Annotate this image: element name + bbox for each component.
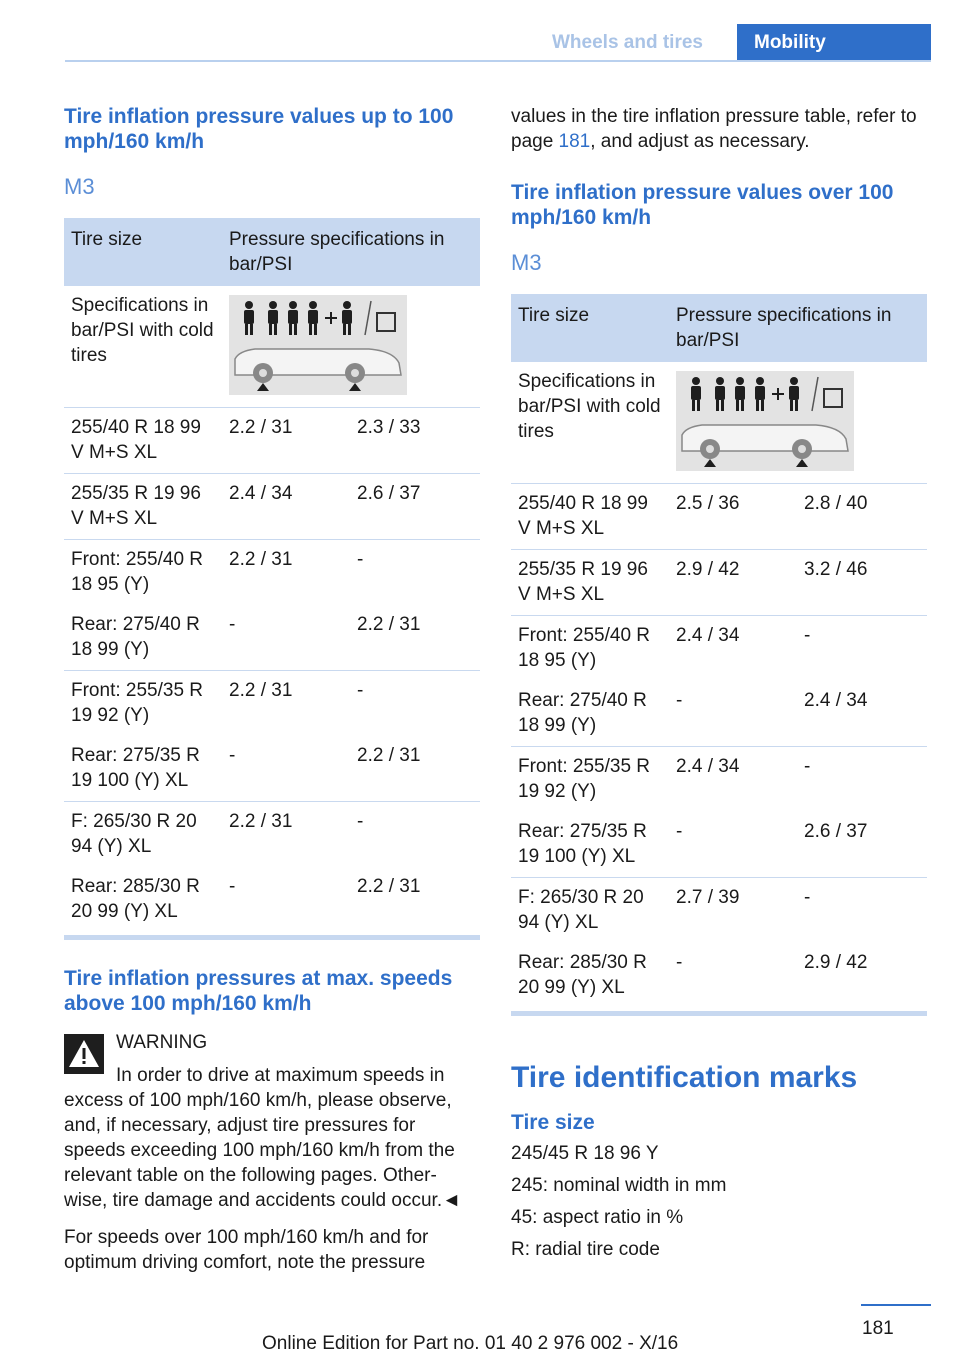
load-pictogram xyxy=(676,371,854,471)
tire-code-line: 45: aspect ratio in % xyxy=(511,1207,684,1228)
spec-label: Specifications in bar/PSI with cold tires xyxy=(518,371,661,442)
pressure-cell: 2.3 / 33 xyxy=(350,408,480,474)
header-pressure-spec: Pressure specifications in bar/PSI xyxy=(222,218,480,286)
pressure-cell: 2.9 / 42 xyxy=(669,550,797,616)
table-row xyxy=(64,408,480,474)
load-pictogram-cell xyxy=(222,286,480,408)
spec-label: Specifications in bar/PSI with cold tires xyxy=(71,295,214,366)
subheading-tire-size: Tire size xyxy=(511,1111,595,1134)
pressure-cell: - xyxy=(676,821,683,842)
model-label: M3 xyxy=(511,250,542,275)
tire-size-cell: F: 265/30 R 20 94 (Y) XL xyxy=(511,878,669,944)
pressure-cell: 2.2 / 31 xyxy=(222,408,350,474)
pressure-cell: 2.2 / 31 xyxy=(357,614,421,635)
tire-size-cell: 255/40 R 18 99 V M+S XL xyxy=(64,408,222,474)
pressure-cell: 2.4 / 34 xyxy=(804,690,868,711)
table-row xyxy=(511,747,927,813)
table-row xyxy=(64,802,480,868)
table-row xyxy=(511,484,927,550)
model-label: M3 xyxy=(64,174,95,199)
header-rule xyxy=(65,60,931,62)
tire-size-cell: Front: 255/35 R 19 92 (Y) xyxy=(64,671,222,737)
warning-icon xyxy=(64,1034,104,1074)
header-tire-size: Tire size xyxy=(64,218,222,286)
pressure-cell: 3.2 / 46 xyxy=(797,550,927,616)
tire-size-cell: F: 265/30 R 20 94 (Y) XL xyxy=(64,802,222,868)
pressure-cell: 2.2 / 31 xyxy=(222,671,350,737)
section-tab-wheels-and-tires[interactable]: Wheels and tires xyxy=(552,32,703,53)
tire-size-cell: 255/35 R 19 96 V M+S XL xyxy=(64,474,222,540)
tire-size-example: 245/45 R 18 96 Y xyxy=(511,1143,659,1164)
pressure-table-up-to-100 xyxy=(64,218,480,940)
pressure-cell: - xyxy=(350,802,480,868)
table-header-row xyxy=(511,294,927,362)
warning-text-line1: In order to drive at maximum speeds in xyxy=(116,1065,445,1086)
table-row xyxy=(64,605,480,671)
pressure-cell: - xyxy=(676,690,683,711)
pressure-cell: - xyxy=(229,614,236,635)
tire-size-cell: Rear: 285/30 R 20 99 (Y) XL xyxy=(64,867,222,938)
pressure-cell: 2.5 / 36 xyxy=(669,484,797,550)
spec-row xyxy=(511,362,927,484)
table-row xyxy=(64,736,480,802)
passenger-load-icon xyxy=(676,371,854,471)
pressure-cell: - xyxy=(350,540,480,606)
table-row xyxy=(511,812,927,878)
spec-row xyxy=(64,286,480,408)
section-tab-mobility[interactable]: Mobility xyxy=(737,24,931,62)
pressure-table-over-100 xyxy=(511,294,927,1016)
pressure-cell: 2.9 / 42 xyxy=(797,943,927,1014)
tire-size-cell: Rear: 275/35 R 19 100 (Y) XL xyxy=(71,745,200,791)
pressure-cell: - xyxy=(669,943,797,1014)
pressure-cell: 2.2 / 31 xyxy=(357,745,421,766)
page-header xyxy=(65,24,931,62)
table-row xyxy=(511,616,927,682)
header-tire-size: Tire size xyxy=(511,294,669,362)
tire-size-cell: Rear: 275/35 R 19 100 (Y) XL xyxy=(518,821,647,867)
table-header-row xyxy=(64,218,480,286)
table-row xyxy=(511,878,927,944)
header-pressure-spec: Pressure specifications in bar/PSI xyxy=(669,294,927,362)
table-row xyxy=(64,867,480,938)
tire-size-cell: 255/40 R 18 99 V M+S XL xyxy=(511,484,669,550)
footer-rule xyxy=(861,1304,931,1306)
heading-pressure-max-speed: Tire inflation pressures at max. speeds above 100 mph/160 km/h xyxy=(64,967,453,1015)
pressure-cell: - xyxy=(350,671,480,737)
pressure-cell: 2.4 / 34 xyxy=(669,616,797,682)
section-title-tire-identification: Tire identification marks xyxy=(511,1061,858,1094)
paragraph-text: values in the tire inflation pressure table, refer to page xyxy=(511,106,917,152)
warning-text: excess of 100 mph/160 km/h, please observe, and, if necessary, adjust tire pressures for speeds exceeding 100 mph/160 km/h from the relevant table on the following pages. Other-wise, tire damage and accidents could occur.◄ xyxy=(64,1090,461,1211)
pressure-cell: - xyxy=(797,878,927,944)
pressure-cell: - xyxy=(797,747,927,813)
tire-size-cell: Rear: 275/40 R 18 99 (Y) xyxy=(71,614,200,660)
warning-title: WARNING xyxy=(116,1032,208,1053)
pressure-cell: 2.7 / 39 xyxy=(669,878,797,944)
tire-size-cell: 255/35 R 19 96 V M+S XL xyxy=(511,550,669,616)
warning-box xyxy=(64,1030,480,1213)
paragraph-continued xyxy=(511,104,927,154)
right-column xyxy=(511,104,927,1262)
pressure-cell: - xyxy=(797,616,927,682)
table-row xyxy=(511,550,927,616)
heading-pressure-up-to-100: Tire inflation pressure values up to 100 mph/160 km/h xyxy=(64,105,454,153)
load-pictogram xyxy=(229,295,407,395)
tire-size-cell: Rear: 285/30 R 20 99 (Y) XL xyxy=(511,943,669,1014)
edition-footer: Online Edition for Part no. 01 40 2 976 002 - X/16 xyxy=(262,1333,679,1354)
table-row xyxy=(64,540,480,606)
load-pictogram-cell xyxy=(669,362,927,484)
page-number: 181 xyxy=(862,1318,894,1339)
tire-code-line: 245: nominal width in mm xyxy=(511,1175,727,1196)
pressure-cell: 2.8 / 40 xyxy=(797,484,927,550)
tire-size-cell: Front: 255/35 R 19 92 (Y) xyxy=(511,747,669,813)
page-reference-link[interactable]: 181 xyxy=(558,131,591,152)
pressure-cell: 2.2 / 31 xyxy=(350,867,480,938)
pressure-cell: 2.6 / 37 xyxy=(350,474,480,540)
table-row xyxy=(64,474,480,540)
tire-size-cell: Front: 255/40 R 18 95 (Y) xyxy=(64,540,222,606)
paragraph-pressure-note: For speeds over 100 mph/160 km/h and for optimum driving comfort, note the pressure xyxy=(64,1227,429,1273)
heading-pressure-over-100: Tire inflation pressure values over 100 mph/160 km/h xyxy=(511,181,894,229)
table-row xyxy=(64,671,480,737)
pressure-cell: 2.4 / 34 xyxy=(669,747,797,813)
tire-size-cell: Rear: 275/40 R 18 99 (Y) xyxy=(518,690,647,736)
tire-size-cell: Front: 255/40 R 18 95 (Y) xyxy=(511,616,669,682)
pressure-cell: - xyxy=(222,867,350,938)
table-row xyxy=(511,943,927,1014)
pressure-cell: - xyxy=(229,745,236,766)
pressure-cell: 2.4 / 34 xyxy=(222,474,350,540)
passenger-load-icon xyxy=(229,295,407,395)
table-row xyxy=(511,681,927,747)
left-column xyxy=(64,104,480,1275)
pressure-cell: 2.2 / 31 xyxy=(222,540,350,606)
pressure-cell: 2.6 / 37 xyxy=(804,821,868,842)
tire-code-line: R: radial tire code xyxy=(511,1239,660,1260)
paragraph-text: , and adjust as necessary. xyxy=(590,131,810,152)
pressure-cell: 2.2 / 31 xyxy=(222,802,350,868)
